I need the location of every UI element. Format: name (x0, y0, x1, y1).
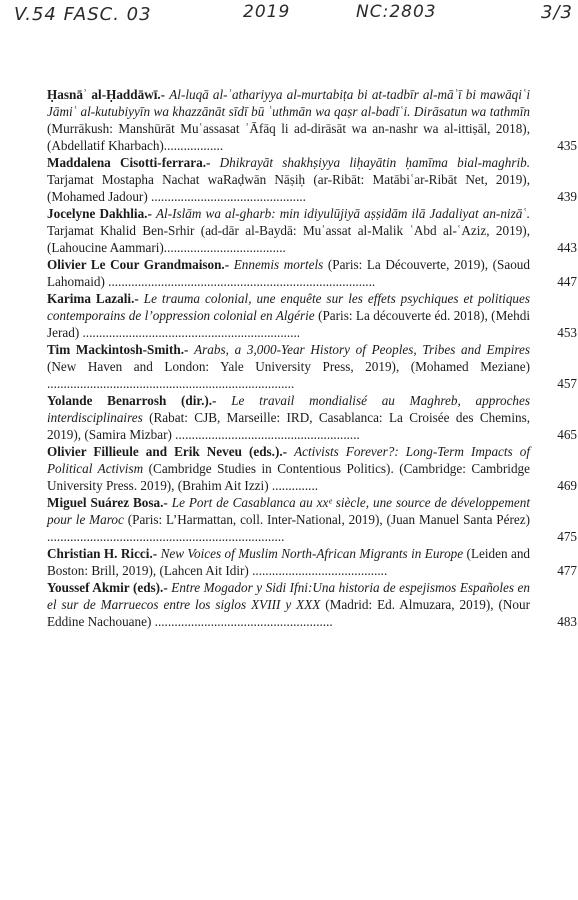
handwritten-nc-note: NC:2803 (356, 2, 437, 22)
entry-author: Olivier Fillieule and Erik Neveu (eds.).- (47, 444, 288, 459)
entry-page-number: 453 (557, 325, 577, 340)
entry-author: Tim Mackintosh-Smith.- (47, 342, 189, 357)
entry-title: Le trauma colonial, une enquête sur les effets psychiques et politiques contemporains de l’oppression colonial en Algérie (47, 291, 530, 323)
entry-author: Maddalena Cisotti-ferrara.- (47, 155, 211, 170)
entry-page-number: 443 (557, 240, 577, 255)
entry-publication: (Paris: La Découverte, 2019), (Saoud Lahomaid) ................................................................................. (47, 257, 530, 289)
entry-page-number: 435 (557, 138, 577, 153)
toc-entry (47, 545, 577, 579)
entry-author: Miguel Suárez Bosa.- (47, 495, 168, 510)
entry-publication: Tarjamat Mostapha Nachat waRaḍwān Nāṣiḥ (ar-Ribāt: Matābiʿar-Ribāt Net, 2019), (Mohamed Jadour) ............................................... (47, 172, 530, 204)
toc-entry (47, 392, 577, 443)
entry-publication: (Paris: L’Harmattan, coll. Inter-National, 2019), (Juan Manuel Santa Pérez) ........................................................................ (47, 512, 530, 544)
table-of-contents (47, 86, 577, 630)
entry-publication: (New Haven and London: Yale University Press, 2019), (Mohamed Meziane) ........................................................................... (47, 359, 530, 391)
entry-title: Al-Islām wa al-gharb: min idiyulūjiyā aṣṣidām ilā Jadaliyat an-nizāʿ. (155, 206, 530, 221)
entry-page-number: 457 (557, 376, 577, 391)
toc-entry (47, 443, 577, 494)
toc-entry (47, 205, 577, 256)
entry-title: New Voices of Muslim North-African Migrants in Europe (160, 546, 464, 561)
entry-author: Yolande Benarrosh (dir.).- (47, 393, 217, 408)
handwritten-page-note: 3/3 (541, 2, 573, 23)
entry-page-number: 469 (557, 478, 577, 493)
entry-title: Al-luqā al-ʾathariyya al-murtabiṭa bi at-tadbīr al-māʾī bi mawāqiʿi Jāmiʿ al-kutubiyyīn wa khazzānāt sīdī bū ʿuthmān wa qaṣr al-badīʿi. Dirāsatun wa tathmīn (47, 87, 530, 119)
entry-publication: (Paris: La découverte éd. 2018), (Mehdi Jerad) .................................................................. (47, 308, 531, 340)
entry-title: Entre Mogador y Sidi Ifni:Una historia de espejismos Españoles en el sur de Marruecos entre los siglos XVIII y XXX (47, 580, 531, 612)
entry-author: Karima Lazali.- (47, 291, 139, 306)
entry-page-number: 439 (557, 189, 577, 204)
entry-page-number: 477 (557, 563, 577, 578)
entry-author: Ḥasnāʾ al-Ḥaddāwī.- (47, 87, 166, 102)
entry-publication: (Rabat: CJB, Marseille: IRD, Casablanca: La Croisée des Chemins, 2019), (Samira Mizbar) ........................................................ (47, 410, 531, 442)
entry-page-number: 475 (557, 529, 577, 544)
toc-entry (47, 86, 577, 154)
entry-publication: Tarjamat Khalid Ben-Srhir (ad-dār al-Baydā: Muʾassat al-Malik ʿAbd al-ʿAziz, 2019), (Lahoucine Aammari)..................................... (47, 223, 530, 255)
toc-entry (47, 154, 577, 205)
entry-title: Activists Forever?: Long-Term Impacts of Political Activism (47, 444, 530, 476)
toc-entry (47, 256, 577, 290)
entry-title: Le travail mondialisé au Maghreb, approches interdisciplinaires (47, 393, 530, 425)
handwritten-volume-note: V.54 FASC. 03 (14, 4, 152, 25)
entry-publication: (Leiden and Boston: Brill, 2019), (Lahcen Ait Idir) ......................................... (47, 546, 531, 578)
entry-author: Youssef Akmir (eds).- (47, 580, 168, 595)
toc-entry (47, 290, 577, 341)
entry-page-number: 465 (557, 427, 577, 442)
entry-title: Dhikrayāt shakhṣiyya liḥayātin ḥamīma bial-maghrib. (219, 155, 531, 170)
toc-entry (47, 494, 577, 545)
entry-publication: (Cambridge Studies in Contentious Politics). (Cambridge: Cambridge University Press. 2019), (Brahim Ait Izzi) .............. (47, 461, 531, 493)
entry-author: Christian H. Ricci.- (47, 546, 158, 561)
entry-page-number: 483 (557, 614, 577, 629)
entry-title: Le Port de Casablanca au xxᵉ siècle, une source de développement pour le Maroc (47, 495, 530, 527)
toc-entry (47, 341, 577, 392)
entry-title: Arabs, a 3,000-Year History of Peoples, Tribes and Empires (194, 342, 530, 357)
entry-page-number: 447 (557, 274, 577, 289)
entry-title: Ennemis mortels (233, 257, 324, 272)
entry-publication: (Murrākush: Manshūrāt Muʿassasat ʾĀfāq li ad-dirāsāt wa an-nashr wa al-ittiṣāl, 2018), (Abdellatif Kharbach).................. (47, 121, 530, 153)
handwritten-year-note: 2019 (243, 2, 291, 22)
entry-author: Olivier Le Cour Grandmaison.- (47, 257, 230, 272)
entry-author: Jocelyne Dakhlia.- (47, 206, 152, 221)
toc-entry (47, 579, 577, 630)
entry-publication: (Madrid: Ed. Almuzara, 2019), (Nour Eddine Nachouane) ...................................................... (47, 597, 530, 629)
